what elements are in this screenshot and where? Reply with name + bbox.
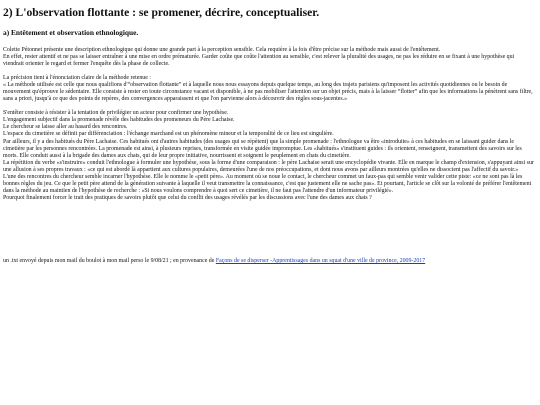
paragraph-espace: L'espace du cimetière se définit par différenciation : l'échange marchand est un phénomène mineur et la temporalité de ce lieu est singulière. — [3, 131, 334, 138]
paragraph-habitues: Par ailleurs, il y a des habitués du Père Lachaise. Ces habitués ont d'autres habitudes (des usages qui se répètent) que la simple promenade : l'ethnologue va être «introduite» à ces habitudes en se laissant guider dans le cimetière par les personnes rencontrées. La promenade est ainsi, à plusieurs reprises, transformée en visite guidée impromptue. Les «habitués» s'instituent guides : ils orientent, renseignent, transmettent des savoirs sur les morts. Elle conduit aussi à la brigade des dames aux chats, qui de leur propre initiative, nourrissent et soignent le peuplement en chats du cimetière. — [3, 138, 522, 159]
paragraph-rencontre: L'une des rencontres du chercheur semble incarner l'hypothèse. Elle le nomme le «petit père». Au moment où se noue le contact, le chercheur commet un faux-pas qui semble venir valider cette piste: «ce ne sont pas là les bonnes règles du jeu. Ce que le petit père attend de la génération suivante à laquelle il veut transmettre la connaissance, c'est que justement elle ne sache pas». Et pourtant, l'article se clôt sur la volonté de préférer l'entêtement dans la méthode au maintien de l'hypothèse de recherche : «Si nous voulons comprendre à quoi sert ce cimetière, il ne faut pas l'attendre d'un informateur privilégié». — [3, 173, 532, 194]
paragraph-hasard: Le chercheur se laisse aller au hasard des rencontres. — [3, 124, 128, 131]
paragraph-repetition: La répétition du verbe «s'instruire» conduit l'ethnologue à formuler une hypothèse, sous la forme d'une comparaison : le père Lachaise serait une encyclopédie vivante. Elle en marque le champ d'extension, s'appuyant ainsi sur une allusion à ses propres travaux : «ce qui est abordé là appartient aux cultures populaires, demeurées l'une de nos préoccupations, et dont nous avons par ailleurs montrées qu'elles ne dissocient pas l'affectif du savoir.» — [3, 159, 534, 173]
page-title: 2) L'observation flottante : se promener, décrire, conceptualiser. — [3, 6, 320, 19]
quote-method: « La méthode utilisée est celle que nous qualifions d'“observation flottante” et à laquelle nous nous essayons depuis quelque temps, au long des trajets parisiens qu'imposent les activités quotidiennes ou le besoin de mouvement qu'éprouve le sédentaire. Elle consiste à rester en toute circonstance vacant et disponible, à ne pas mobiliser l'attention sur un objet précis, mais à la laisser “flotter” afin que les informations la pénètrent sans filtre, sans a priori, jusqu'à ce que des points de repères, des convergences apparaissent et que l'on parvienne alors à découvrir des règles sous-jacentes.» — [3, 82, 533, 103]
paragraph-s-enteter: S'entêter consiste à résister à la tentation de privilégier un acteur pour confirmer une hypothèse. — [3, 110, 229, 117]
paragraph-intro: Colette Pétonnet présente une description ethnologique qui donne une grande part à la perception sensible. Cela requière à la fois d'être précise sur la méthode mais aussi de l'entêtement. — [3, 47, 441, 53]
article-body — [3, 47, 534, 202]
paragraph-entetement: En effet, rester attentif et ne pas se laisser entraîner à une mise en ordre prématurée. Garder coûte que coûte l'attention au sensible, c'est relever la pluralité des usages, ne pas les réduire en se fixant à une hypothèse qui viendrait orienter le regard et fermer l'enquête dès la phase de collecte. — [3, 54, 515, 68]
footer-text: un .txt envoyé depuis mon mail du boulot à mon mail perso le 9/08/21 ; en provenance de — [3, 258, 216, 264]
source-link[interactable]: Façons de se disperser -Apprentissages dans un squat d'une ville de province, 2009-2017 — [215, 258, 426, 264]
source-footer — [3, 258, 534, 265]
paragraph-engagement: L'engagement subjectif dans la promenade révèle des habitudes des promeneurs du Père Lachaise. — [3, 117, 235, 124]
paragraph-precision: La précision tient à l'énonciation claire de la méthode retenue : — [3, 75, 151, 82]
paragraph-question: Pourquoi finalement forcer le trait des pratiques de savoirs plutôt que celui du conflit des usages révélés par les discussions avec l'une des dames aux chats ? — [3, 194, 372, 201]
section-subtitle: a) Entêtement et observation ethnologique. — [3, 28, 139, 37]
document-page — [3, 6, 534, 202]
